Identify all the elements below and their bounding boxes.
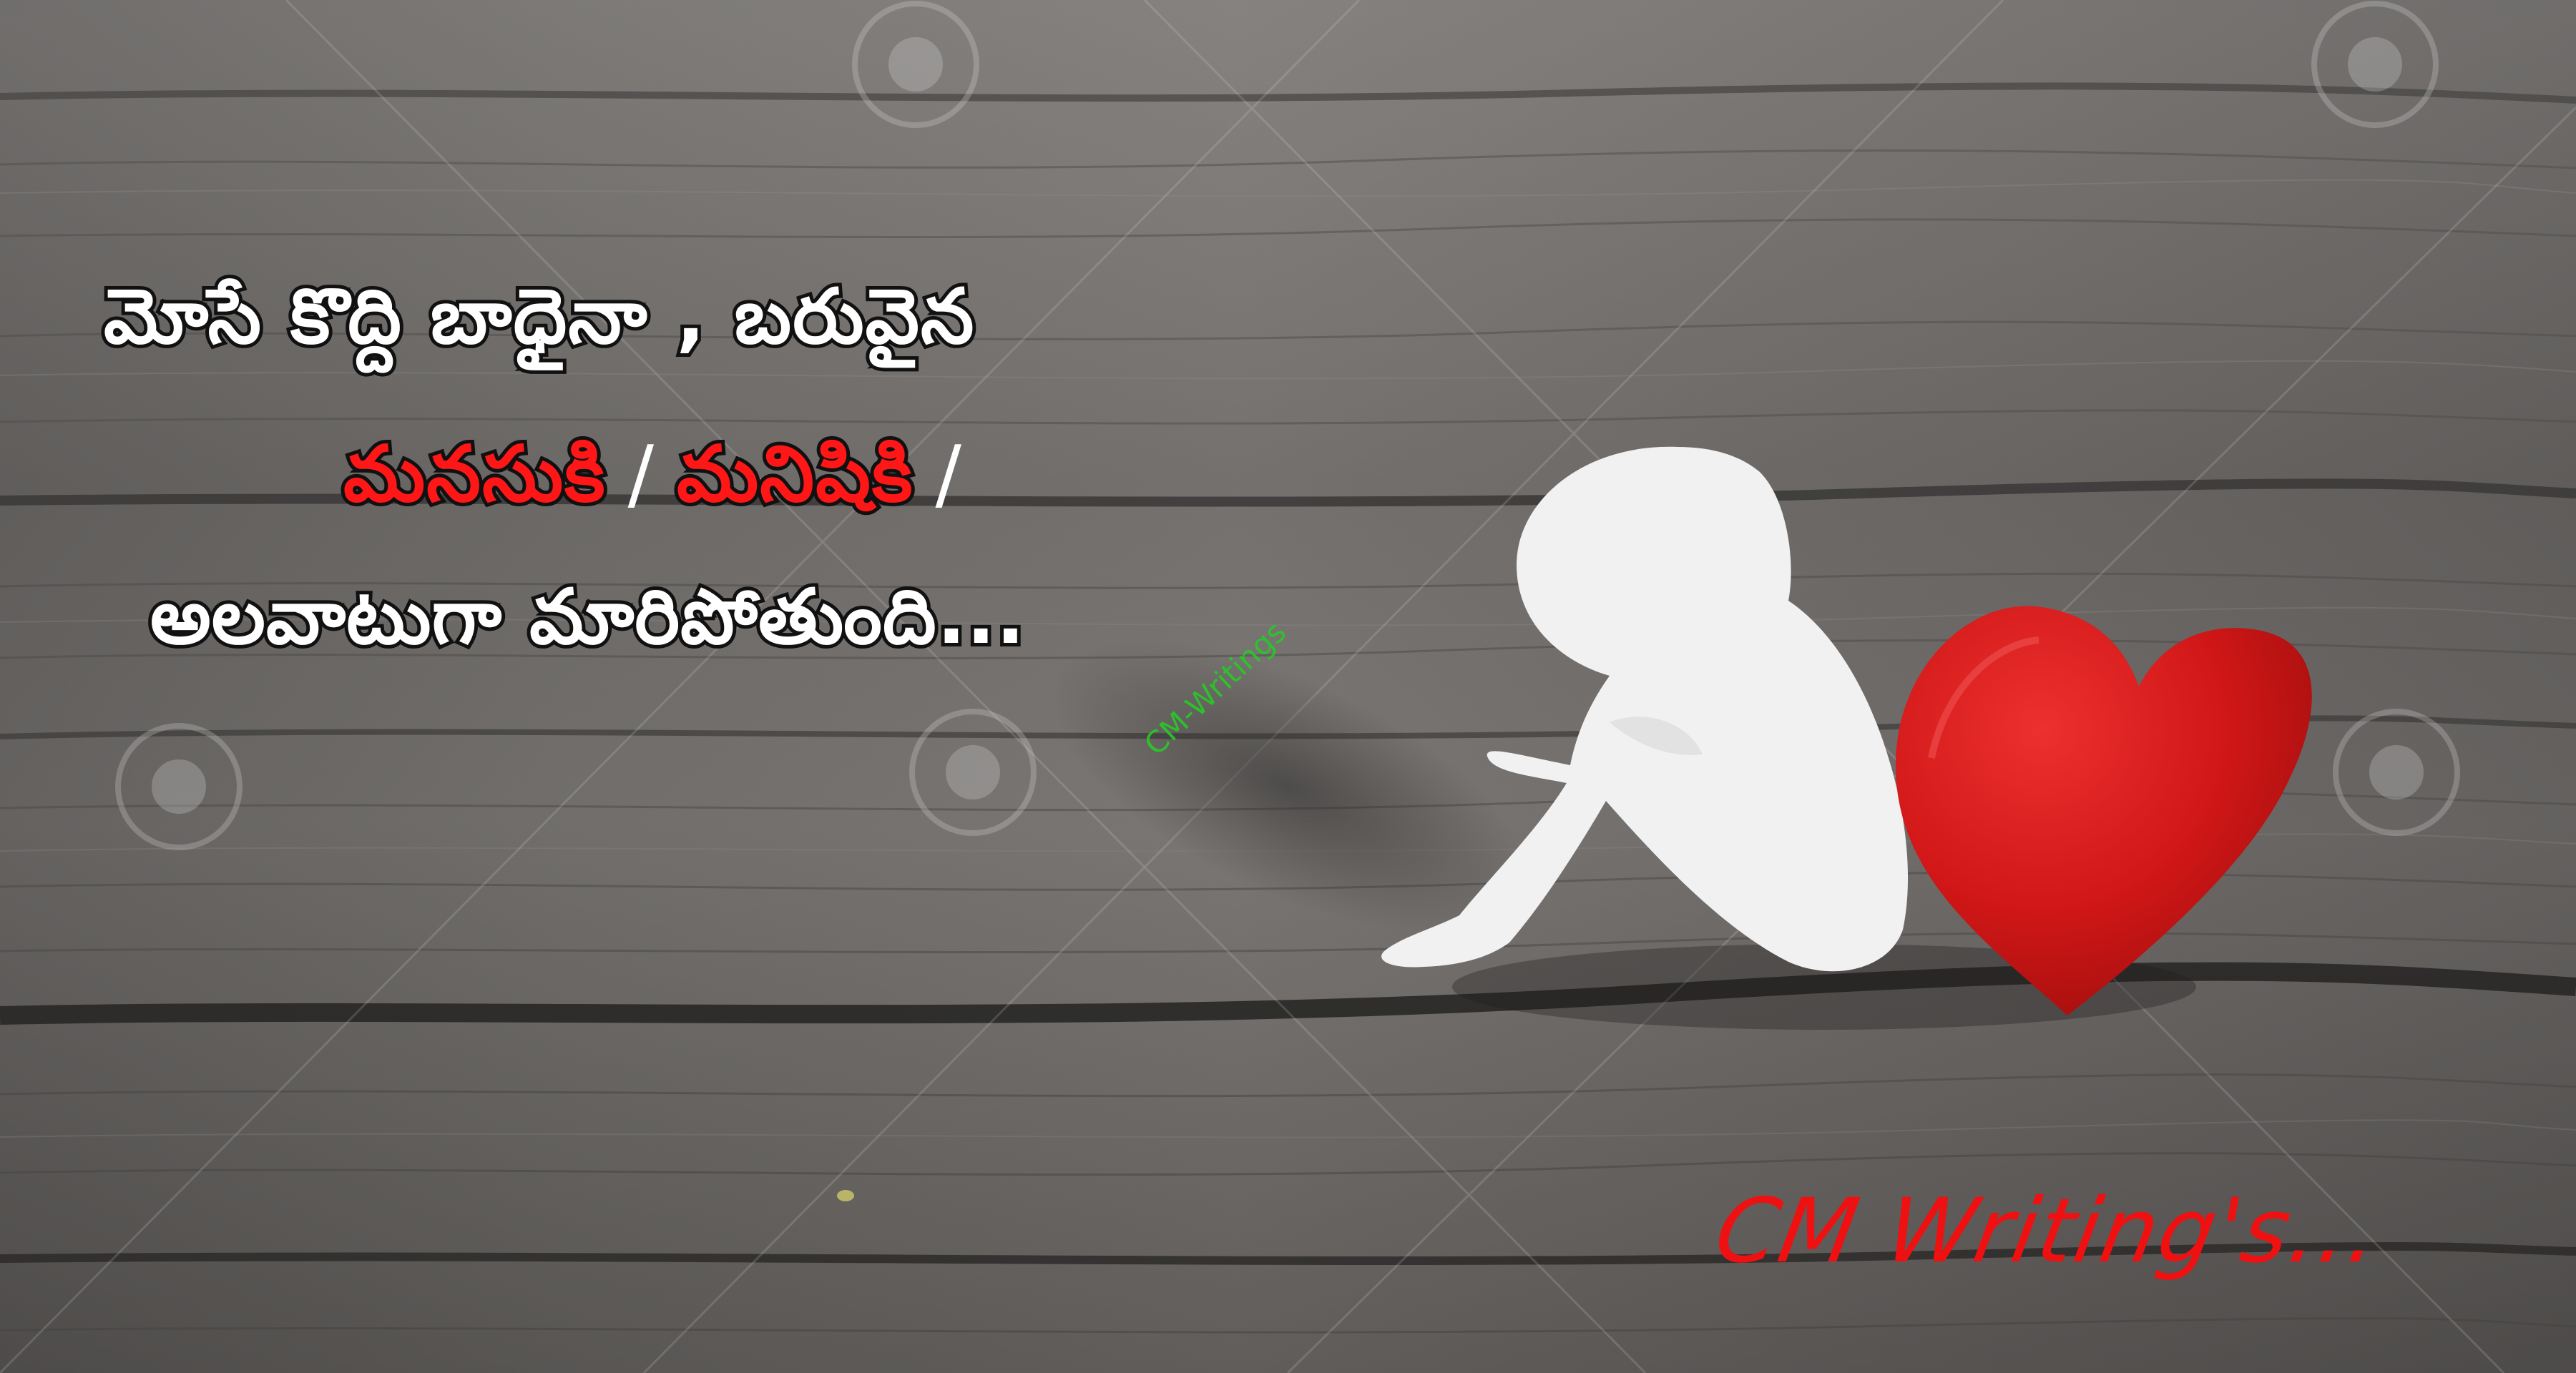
quote-highlight-mind: మనసుకి <box>343 430 607 519</box>
quote-line-1: మోసే కొద్ది బాధైనా , బరువైన <box>104 272 976 360</box>
quote-separator: / <box>627 430 656 519</box>
quote-end-mark: / <box>935 430 963 519</box>
quote-highlight-person: మనిషికి <box>677 430 914 519</box>
green-watermark: CM-Writings <box>1137 614 1293 762</box>
quote-line-3: అలవాటుగా మారిపోతుంది... <box>150 573 1026 661</box>
signature: CM Writing's... <box>1708 1180 2389 1283</box>
